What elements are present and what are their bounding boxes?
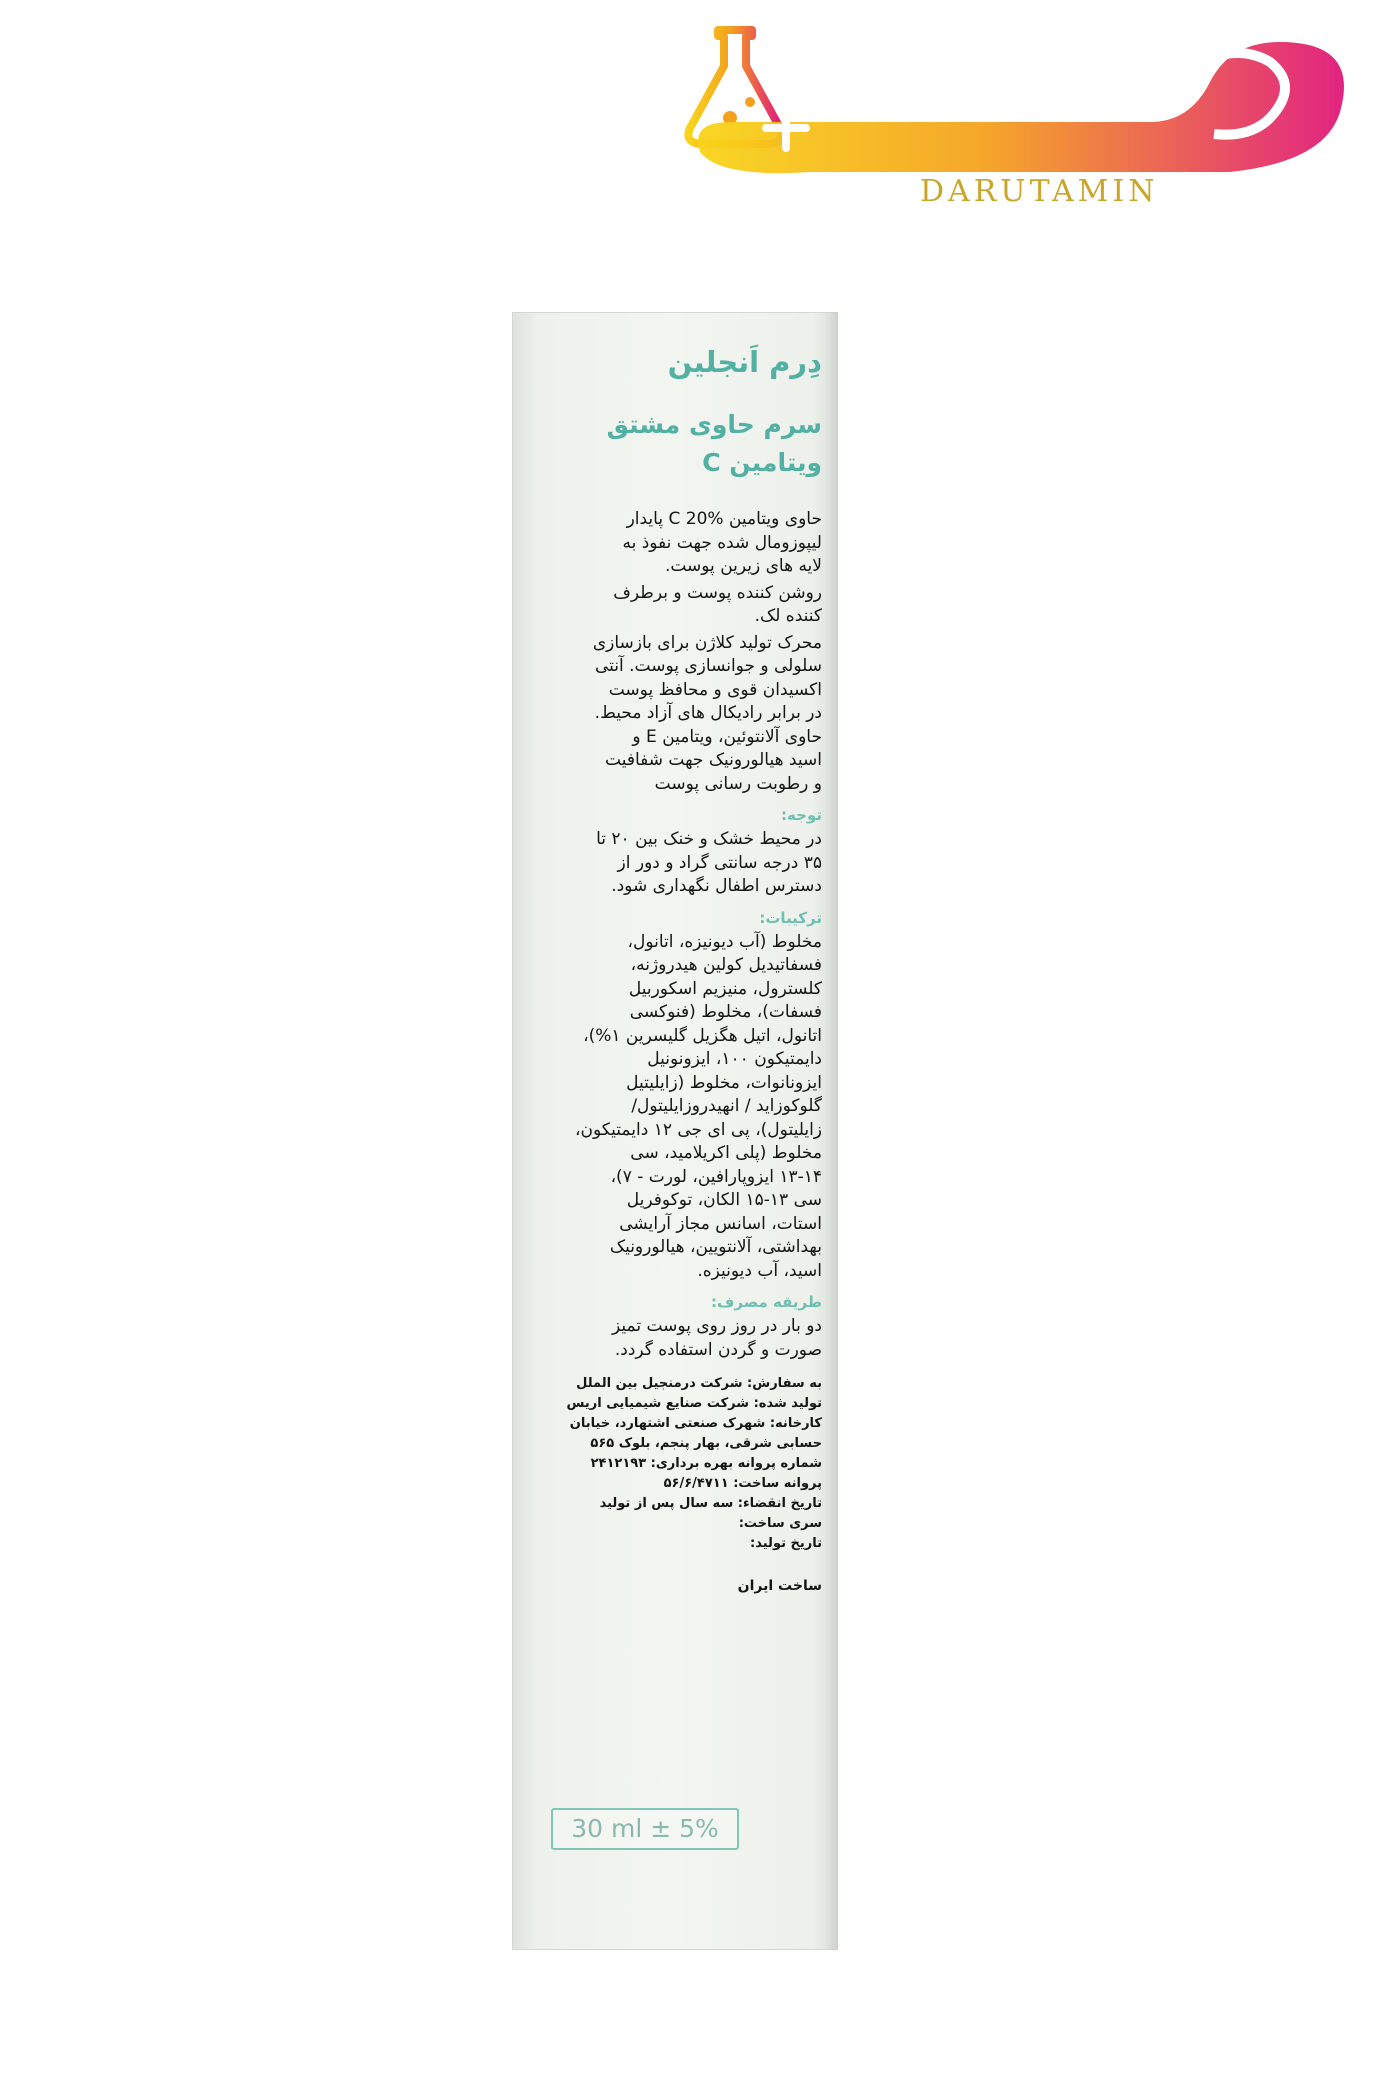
product-headline xyxy=(530,406,822,482)
text-line: استات، اسانس مجاز آرایشی xyxy=(619,1213,822,1234)
text-line: روشن کننده پوست و برطرف xyxy=(613,582,822,603)
text-line: ایزونانوات، مخلوط (زایلیتیل xyxy=(626,1072,822,1093)
text-line: لیپوزومال شده جهت نفوذ به xyxy=(622,532,822,553)
info-line: تاریخ تولید: xyxy=(750,1536,822,1551)
description-paragraph xyxy=(530,632,822,797)
warning-heading: توجه: xyxy=(781,806,822,824)
text-line: دو بار در روز روی پوست تمیز xyxy=(612,1316,822,1336)
headline-line: سرم حاوی مشتق xyxy=(606,410,822,439)
text-line: حاوی ویتامین C 20% پایدار xyxy=(626,509,822,529)
product-label xyxy=(530,342,822,1596)
text-line: گلوکوزاید / انهیدروزایلیتول/ xyxy=(631,1096,822,1116)
logo-latin-text: DARUTAMIN xyxy=(920,174,1159,209)
text-line: حاوی آلانتوئین، ویتامین E و xyxy=(632,726,822,747)
usage-heading: طریقه مصرف: xyxy=(710,1293,822,1311)
info-line: کارخانه: شهرک صنعتی اشتهارد، خیابان xyxy=(569,1416,822,1431)
text-line: زایلیتول)، پی ای جی ۱۲ دایمتیکون، xyxy=(575,1119,822,1140)
usage-text xyxy=(530,1315,822,1362)
text-line: سی ۱۳-۱۵ الکان، توکوفریل xyxy=(626,1190,822,1210)
warning-text xyxy=(530,828,822,899)
text-line: ۳۵ درجه سانتی گراد و دور از xyxy=(617,852,822,873)
description-paragraph xyxy=(530,508,822,579)
text-line: محرک تولید کلاژن برای بازسازی xyxy=(592,632,822,653)
watermark-logo xyxy=(680,22,1360,212)
text-line: کننده لک. xyxy=(754,606,822,626)
ingredients-heading: ترکیبات: xyxy=(759,908,822,927)
text-line: بهداشتی، آلانتویین، هیالورونیک xyxy=(609,1237,822,1257)
text-line: صورت و گردن استفاده گردد. xyxy=(614,1339,822,1360)
text-line: اکسیدان قوی و محافظ پوست xyxy=(608,679,822,700)
text-line: اتانول، اتیل هگزیل گلیسرین ۱%)، xyxy=(583,1025,822,1046)
text-line: ۱۳-۱۴ ایزوپارافین، لورت - ۷)، xyxy=(610,1166,822,1187)
text-line: در برابر رادیکال های آزاد محیط. xyxy=(594,703,822,723)
text-line: لایه های زیرین پوست. xyxy=(664,556,822,576)
manufacturer-info xyxy=(530,1374,822,1554)
text-line: سلولی و جوانسازی پوست. آنتی xyxy=(594,656,822,676)
text-line: دسترس اطفال نگهداری شود. xyxy=(611,876,822,896)
ingredients-text xyxy=(530,931,822,1284)
text-line: در محیط خشک و خنک بین ۲۰ تا xyxy=(596,829,822,849)
text-line: فسفاتیدیل کولین هیدروژنه، xyxy=(630,955,822,975)
info-line: سری ساخت: xyxy=(738,1516,822,1531)
text-line: فسفات)، مخلوط (فنوکسی xyxy=(629,1002,822,1022)
info-line: به سفارش: شرکت درمنجیل بین الملل xyxy=(576,1376,822,1391)
text-line: اسید، آب دیونیزه. xyxy=(697,1260,822,1281)
text-line: دایمتیکون ۱۰۰، ایزونونیل xyxy=(647,1049,822,1069)
text-line: و رطوبت رسانی پوست xyxy=(654,773,822,794)
volume-badge: 30 ml ± 5% xyxy=(551,1808,739,1850)
text-line: مخلوط (آب دیونیزه، اتانول، xyxy=(627,931,822,952)
made-in-label: ساخت ایران xyxy=(737,1578,822,1594)
text-line: اسید هیالورونیک جهت شفافیت xyxy=(605,750,822,770)
headline-line: ویتامین C xyxy=(702,448,822,477)
description-paragraph xyxy=(530,582,822,629)
text-line: کلسترول، منیزیم اسکوربیل xyxy=(628,978,822,999)
text-line: مخلوط (پلی اکریلامید، سی xyxy=(630,1143,822,1163)
product-box xyxy=(512,312,838,1950)
info-line: تولید شده: شرکت صنایع شیمیایی اریس xyxy=(566,1396,822,1411)
brand-name: دِرم اَنجلین xyxy=(667,345,822,379)
info-line: پروانه ساخت: ۵۶/۶/۴۷۱۱ xyxy=(663,1476,822,1491)
info-line: شماره پروانه بهره برداری: ۲۴۱۲۱۹۳ xyxy=(590,1456,822,1471)
info-line: حسابی شرقی، بهار پنجم، بلوک ۵۶۵ xyxy=(590,1436,822,1451)
info-line: تاریخ انقضاء: سه سال پس از تولید xyxy=(599,1496,822,1511)
